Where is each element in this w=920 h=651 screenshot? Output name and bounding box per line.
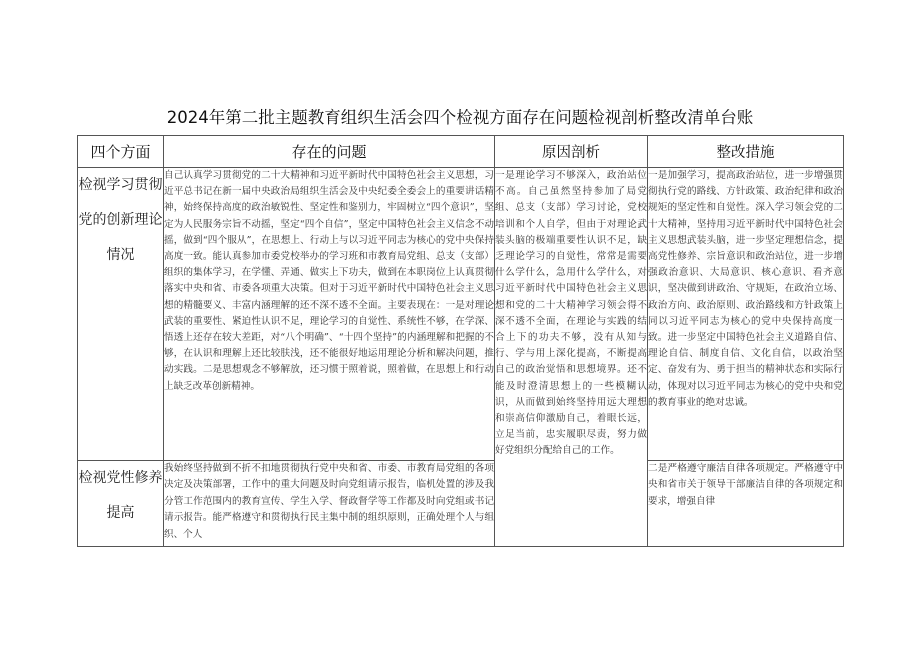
table-row [78,168,844,461]
table-header-row [78,136,844,168]
problem-cell: 自己认真学习贯彻党的二十大精神和习近平新时代中国特色社会主义思想，习近平总书记在新一届中央政治局组织生活会及中央纪委全委会上的重要讲话精神，始终保持高度的政治敏锐性、坚定性和鉴别力，牢固树立“四个意识”，坚定为人民服务宗旨不动摇，坚定“四个自信”，坚定中国特色社会主义信念不动摇，做到“四个服从”，在思想上、行动上与以习近平同志为核心的党中央保持高度一致。能认真参加市委党校举办的学习班和市教育局党组、总支（支部）组织的集体学习，在学懂、弄通、做实上下功夫，做到在本职岗位上认真贯彻落实中央和省、市委各项重大决策。但对于习近平新时代中国特色社会主义思想的精髓要义、丰富内涵理解的还不深不透不全面。主要表现在：一是对理论武装的重要性、紧迫性认识不足，理论学习的自觉性、系统性不够，在学深、悟透上还存在较大差距，对“八个明确”、“十四个坚持”的内涵理解和把握的不够，在认识和理解上还比较肤浅，还不能很好地运用理论分析和解决问题，推动实践。二是思想观念不够解放，还习惯于照着说，照着做，在思想上和行动上缺乏改革创新精神。 [164,168,495,461]
aspect-cell: 检视党性修养提高 [78,461,164,547]
problem-cell: 我始终坚持做到不折不扣地贯彻执行党中央和省、市委、市教育局党组的各项决定及决策部署，工作中的重大问题及时向党组请示报告，临机处置的涉及我分管工作范围内的教育宣传、学生入学、督政督学等工作都及时向党组或书记请示报告。能严格遵守和贯彻执行民主集中制的组织原则，正确处理个人与组织、个人 [164,461,495,547]
table-row [78,461,844,547]
header-aspect: 四个方面 [78,136,164,168]
measure-cell: 一是加强学习，提高政治站位，进一步增强贯彻执行党的路线、方针政策、政治纪律和政治规矩的坚定性和自觉性。深入学习领会党的二十大精神，坚持用习近平新时代中国特色社会主义思想武装头脑，进一步坚定理想信念，提高党性修养、宗旨意识和政治站位，进一步增强政治意识、大局意识、核心意识、看齐意识，坚决做到讲政治、守规矩，在政治立场、政治方向、政治原则、政治路线和方针政策上同以习近平同志为核心的党中央保持高度一致。进一步坚定中国特色社会主义道路自信、理论自信、制度自信、文化自信，以政治坚定、奋发有为、勇于担当的精神状态和实际行动，体现对以习近平同志为核心的党中央和党的教育事业的绝对忠诚。 [648,168,844,461]
header-problem: 存在的问题 [164,136,495,168]
cause-cell: 一是理论学习不够深入，政治站位不高。自己虽然坚持参加了局党组、总支（支部）学习讨论，党校培训和个人自学，但由于对理论武装头脑的极端重要性认识不足，缺乏理论学习的自觉性，常常是需要什么学什么，急用什么学什么，对习近平新时代中国特色社会主义思想和党的二十大精神学习领会得不深不透不全面，在理论与实践的结合上下的功夫不够，没有从知与行、学与用上深化提高，不断提高自己的政治觉悟和思想境界。还不能及时澄清思想上的一些模糊认识，从而做到始终坚持用远大理想和崇高信仰激励自己，着眼长远，立足当前，忠实履职尽责，努力做好党组织分配给自己的工作。 [495,168,648,547]
header-cause: 原因剖析 [495,136,648,168]
aspect-cell: 检视学习贯彻党的创新理论情况 [78,168,164,461]
rectification-ledger-table [77,135,844,547]
page-title: 2024年第二批主题教育组织生活会四个检视方面存在问题检视剖析整改清单台账 [166,108,754,127]
measure-cell: 二是严格遵守廉洁自律各项规定。严格遵守中央和省市关于领导干部廉洁自律的各项规定和要求，增强自律 [648,461,844,547]
header-measure: 整改措施 [648,136,844,168]
